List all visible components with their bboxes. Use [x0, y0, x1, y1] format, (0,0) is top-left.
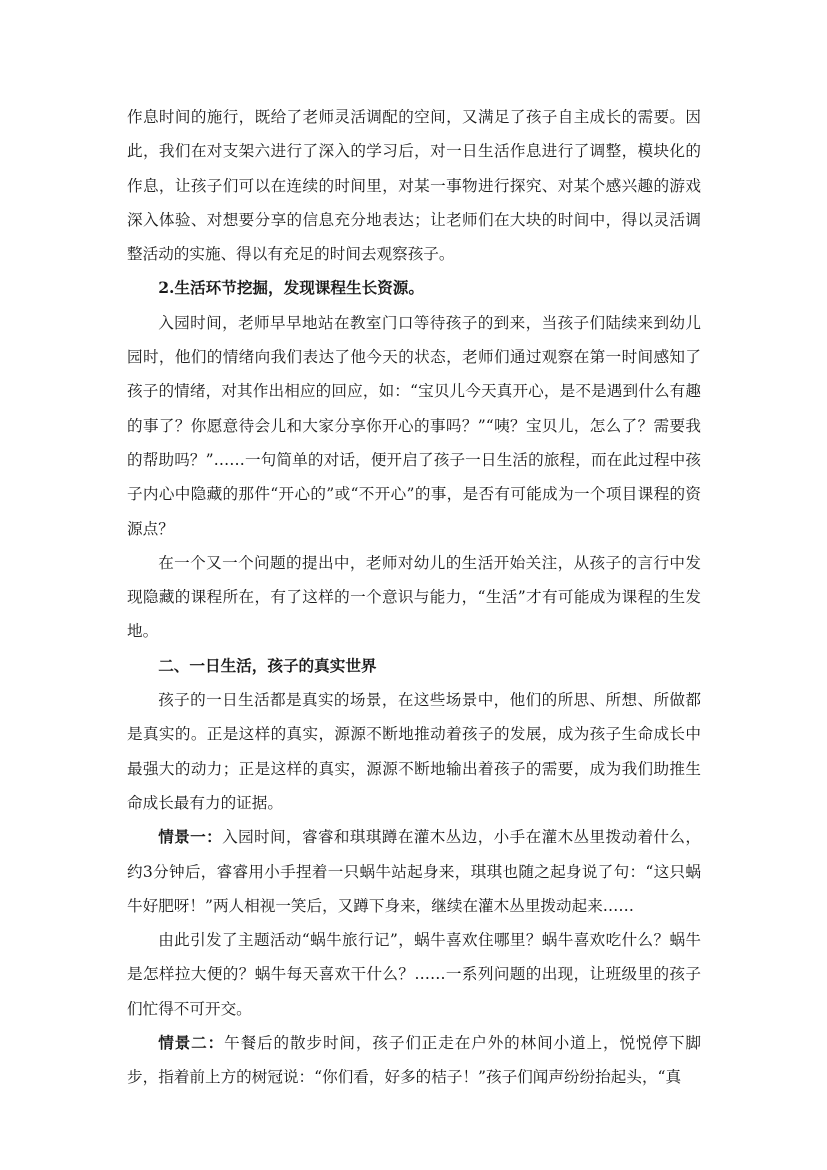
scene-two-text: 午餐后的散步时间，孩子们正走在户外的林间小道上，悦悦停下脚步，指着前上方的树冠说：“你们看，好多的桔子！”孩子们闻声纷纷抬起头，“真: [127, 1034, 701, 1087]
scene-two-label: 情景二：: [158, 1033, 225, 1053]
section-heading-life-links: 2.生活环节挖掘，发现课程生长资源。: [158, 278, 424, 298]
paragraph-scene-two: [127, 1026, 701, 1095]
paragraph-arrival-time: 入园时间，老师早早地站在教室门口等待孩子的到来，当孩子们陆续来到幼儿园时，他们的情绪向我们表达了他今天的状态，老师们通过观察在第一时间感知了孩子的情绪，对其作出相应的回应，如：“宝贝儿今天真开心，是不是遇到什么有趣的事了？你愿意待会儿和大家分享你开心的事吗？”“咦？宝贝儿，怎么了？需要我的帮助吗？”……一句简单的对话，便开启了孩子一日生活的旅程，而在此过程中孩子内心中隐藏的那件“开心的”或“不开心”的事，是否有可能成为一个项目课程的资源点？: [127, 313, 701, 538]
paragraph-teacher-attention: 在一个又一个问题的提出中，老师对幼儿的生活开始关注，从孩子的言行中发现隐藏的课程所在，有了这样的一个意识与能力，“生活”才有可能成为课程的生发地。: [127, 553, 701, 641]
section-heading-real-world: 二、一日生活，孩子的真实世界: [158, 655, 377, 675]
document-body: [127, 100, 701, 1095]
paragraph-snail-theme: 由此引发了主题活动“蜗牛旅行记”，蜗牛喜欢住哪里？蜗牛喜欢吃什么？蜗牛是怎样拉大便的？蜗牛每天喜欢干什么？……一系列问题的出现，让班级里的孩子们忙得不可开交。: [127, 931, 701, 1018]
paragraph-real-scenes: 孩子的一日生活都是真实的场景，在这些场景中，他们的所思、所想、所做都是真实的。正是这样的真实，源源不断地推动着孩子的发展，成为孩子生命成长中最强大的动力；正是这样的真实，源源不断地输出着孩子的需要，成为我们助推生命成长最有力的证据。: [127, 691, 701, 812]
scene-one-text: 入园时间，睿睿和琪琪蹲在灌木丛边，小手在灌木丛里拨动着什么，约3分钟后，睿睿用小手捏着一只蜗牛站起身来，琪琪也随之起身说了句：“这只蜗牛好肥呀！”两人相视一笑后，又蹲下身来，继续在灌木丛里拨动起来……: [127, 828, 701, 915]
scene-one-label: 情景一：: [158, 827, 223, 847]
paragraph-schedule: 作息时间的施行，既给了老师灵活调配的空间，又满足了孩子自主成长的需要。因此，我们在对支架六进行了深入的学习后，对一日生活作息进行了调整，模块化的作息，让孩子们可以在连续的时间里，对某一事物进行探究、对某个感兴趣的游戏深入体验、对想要分享的信息充分地表达；让老师们在大块的时间中，得以灵活调整活动的实施、得以有充足的时间去观察孩子。: [127, 108, 701, 264]
paragraph-scene-one: [127, 820, 701, 923]
